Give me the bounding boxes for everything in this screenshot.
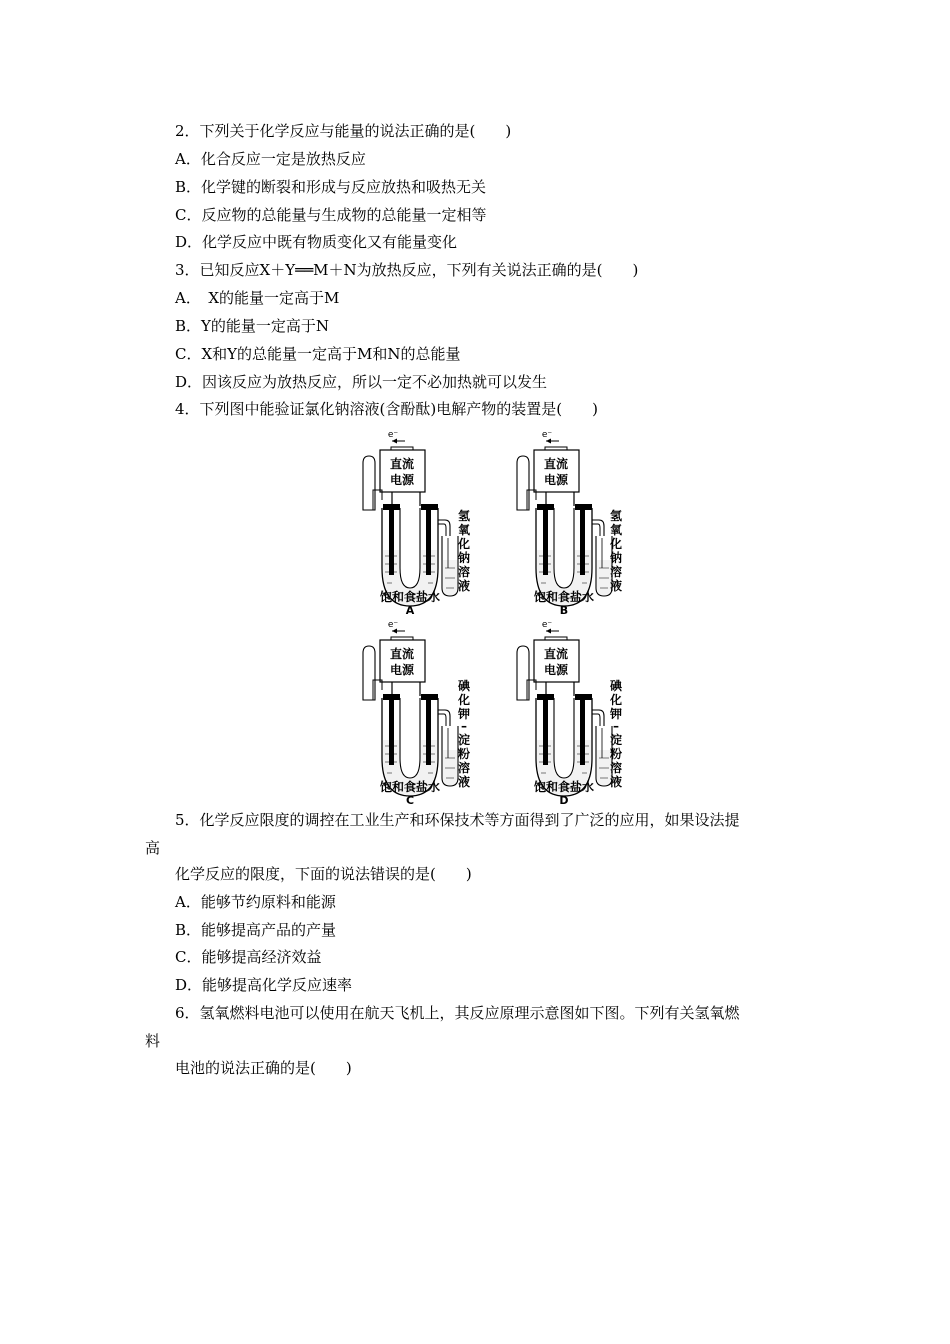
electron-label: e⁻ (541, 620, 553, 630)
question-3-option-a: A． X的能量一定高于M (175, 289, 340, 307)
side-label-b (609, 508, 623, 593)
svg-text:氧: 氧 (457, 523, 471, 537)
svg-text:液: 液 (609, 775, 623, 789)
question-2-option-c: C．反应物的总能量与生成物的总能量一定相等 (175, 206, 487, 224)
svg-text:溶: 溶 (457, 565, 471, 579)
svg-text:溶: 溶 (609, 565, 623, 579)
panel-letter-d: D (559, 794, 569, 807)
question-5-option-c: C．能够提高经济效益 (175, 948, 322, 966)
question-3-stem: 3．已知反应X＋Y══M＋N为放热反应，下列有关说法正确的是( ) (175, 261, 639, 279)
svg-text:氧: 氧 (609, 523, 623, 537)
svg-text:氢: 氢 (609, 509, 623, 523)
svg-text:液: 液 (457, 775, 471, 789)
question-5-stem-cont: 化学反应的限度，下面的说法错误的是( ) (175, 865, 472, 883)
svg-text:淀: 淀 (609, 733, 623, 747)
power-source-label: 直流 (543, 457, 569, 471)
question-5-option-a: A．能够节约原料和能源 (175, 893, 336, 911)
side-label-d (609, 678, 623, 789)
electron-label: e⁻ (387, 430, 399, 440)
svg-text:液: 液 (609, 579, 623, 593)
question-4-stem: 4．下列图中能验证氯化钠溶液(含酚酞)电解产物的装置是( ) (175, 400, 598, 418)
question-2-option-d: D．化学反应中既有物质变化又有能量变化 (175, 233, 458, 251)
svg-text:化: 化 (609, 537, 623, 551)
svg-text:–: – (613, 719, 619, 733)
svg-text:碘: 碘 (609, 679, 623, 693)
svg-text:淀: 淀 (457, 733, 471, 747)
question-2-option-b: B．化学键的断裂和形成与反应放热和吸热无关 (175, 178, 487, 196)
svg-text:钾: 钾 (457, 707, 471, 721)
panel-letter-c: C (405, 794, 415, 807)
panel-letter-b: B (559, 604, 569, 617)
svg-text:氢: 氢 (457, 509, 471, 523)
svg-text:化: 化 (609, 693, 623, 707)
electrolysis-apparatus-figure (340, 428, 630, 808)
solution-label: 饱和食盐水 (379, 590, 441, 604)
power-source-label: 直流 (543, 647, 569, 661)
question-6-stem-cont: 电池的说法正确的是( ) (175, 1059, 352, 1077)
question-5-option-b: B．能够提高产品的产量 (175, 921, 337, 939)
question-6-stem: 6．氢氧燃料电池可以使用在航天飞机上，其反应原理示意图如下图。下列有关氢氧燃 (175, 1004, 740, 1022)
apparatus-panel-a (363, 430, 471, 617)
solution-label: 饱和食盐水 (379, 780, 441, 794)
svg-text:钠: 钠 (609, 551, 623, 565)
power-source-label: 电源 (543, 663, 569, 677)
question-6-stem-wrap: 料 (145, 1032, 161, 1050)
svg-text:钾: 钾 (609, 707, 623, 721)
svg-text:液: 液 (457, 579, 471, 593)
power-source-label: 直流 (389, 647, 415, 661)
panel-letter-a: A (405, 604, 415, 617)
svg-text:溶: 溶 (457, 761, 471, 775)
question-5-option-d: D．能够提高化学反应速率 (175, 976, 353, 994)
svg-text:化: 化 (457, 693, 471, 707)
svg-text:溶: 溶 (609, 761, 623, 775)
apparatus-panel-c (363, 620, 471, 807)
power-source-label: 电源 (389, 663, 415, 677)
svg-text:钠: 钠 (457, 551, 471, 565)
question-5-stem-wrap: 高 (145, 839, 161, 857)
power-source-label: 电源 (543, 473, 569, 487)
power-source-label: 直流 (389, 457, 415, 471)
side-label-a (457, 508, 471, 593)
question-3-option-d: D．因该反应为放热反应，所以一定不必加热就可以发生 (175, 373, 548, 391)
apparatus-panel-d (517, 620, 623, 807)
electron-label: e⁻ (387, 620, 399, 630)
question-2-stem: 2．下列关于化学反应与能量的说法正确的是( ) (175, 122, 512, 140)
question-2-option-a: A．化合反应一定是放热反应 (175, 150, 366, 168)
svg-text:碘: 碘 (457, 679, 471, 693)
svg-text:化: 化 (457, 537, 471, 551)
svg-text:–: – (461, 719, 467, 733)
question-3-option-c: C．X和Y的总能量一定高于M和N的总能量 (175, 345, 461, 363)
solution-label: 饱和食盐水 (533, 590, 595, 604)
svg-text:粉: 粉 (457, 747, 471, 761)
solution-label: 饱和食盐水 (533, 780, 595, 794)
electron-label: e⁻ (541, 430, 553, 440)
question-5-stem: 5．化学反应限度的调控在工业生产和环保技术等方面得到了广泛的应用，如果设法提 (175, 811, 740, 829)
apparatus-panel-b (517, 430, 623, 617)
question-3-option-b: B．Y的能量一定高于N (175, 317, 330, 335)
side-label-c (457, 678, 471, 789)
power-source-label: 电源 (389, 473, 415, 487)
svg-text:粉: 粉 (609, 747, 623, 761)
